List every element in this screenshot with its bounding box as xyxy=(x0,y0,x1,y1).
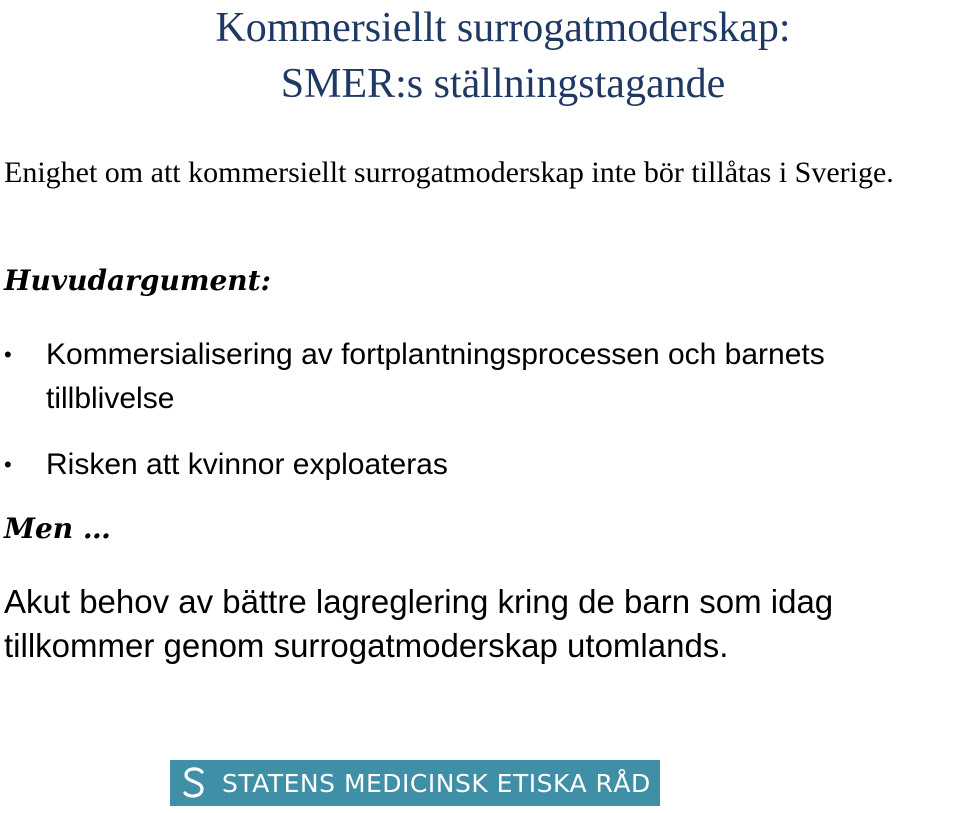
list-item xyxy=(0,443,950,487)
conclusion-text: Akut behov av bättre lagreglering kring de barn som idag tillkommer genom surrogatmoderskap utomlands. xyxy=(4,583,834,664)
bullet-icon: • xyxy=(4,342,12,367)
page-title xyxy=(0,0,960,112)
list-item xyxy=(0,333,950,421)
argument-list xyxy=(0,333,950,509)
title-line-2: SMER:s ställningstagande xyxy=(280,61,726,107)
list-item-text: Risken att kvinnor exploateras xyxy=(46,448,448,481)
consensus-statement: Enighet om att kommersiellt surrogatmoderskap inte bör tillåtas i Sverige. xyxy=(4,156,894,189)
but-heading: Men … xyxy=(4,512,111,545)
list-item-text: Kommersialisering av fortplantningsprocessen och barnets tillblivelse xyxy=(46,338,825,415)
title-line-1: Kommersiellt surrogatmoderskap: xyxy=(215,5,791,51)
smer-logo xyxy=(170,760,660,806)
logo-text: STATENS MEDICINSK ETISKA RÅD xyxy=(222,768,651,798)
bullet-icon: • xyxy=(4,452,12,477)
smer-s-logo-icon xyxy=(180,766,208,800)
main-argument-heading: Huvudargument: xyxy=(4,264,271,297)
